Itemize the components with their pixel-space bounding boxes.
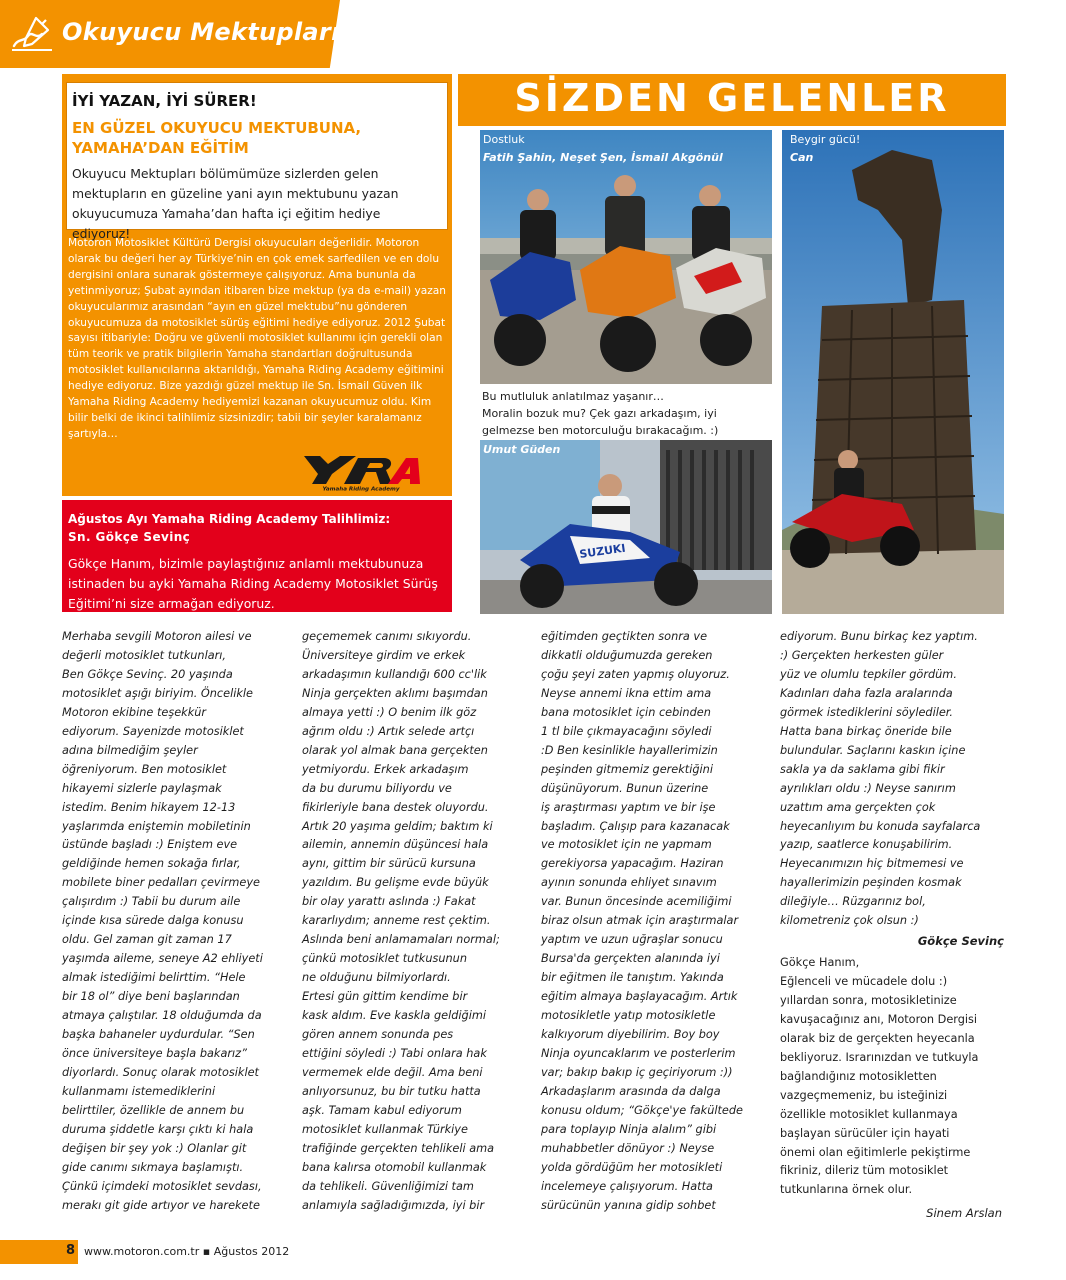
letter-column-3: eğitimden geçtikten sonra ve dikkatli olduğumuzda gereken çoğu şeyi zaten yapmış oluyoruz. Neyse annemi ikna ettim ama bana motosiklet için cebinden 1 tl bile çıkmayacağını söyledi :D Ben kesinlikle hayallerimizin peşinden gitmemiz gerektiğini düşünüyorum. Bunun üzerine iş araştırması yaptım ve bir işe başladım. Çalışıp para kazanacak ve motosiklet için ne yapmam gerekiyorsa yapacağım. Haziran ayının sonunda ehliyet sınavım var. Bunun öncesinde acemiliğimi biraz olsun atmak için araştırmalar yaptım ve uzun uğraşlar sonucu Bursa'da gerçekten alanında iyi bir eğitmen ile tanıştım. Yakında eğitim almaya başlayacağım. Artık motosikletle yatıp motosikletle kalkıyorum diyebilirim. Boy boy Ninja oyuncaklarım ve posterlerim var; bakıp bakıp iç geçiriyorum :)) Arkadaşlarım arasında da dalga konusu oldum; “Gökçe'ye fakültede para toplayıp Ninja alalım” gibi muhabbetler dönüyor :) Neyse yolda gördüğüm her motosikleti incelemeye çalışıyorum. Hatta sürücünün yanına gidip sohbet (541, 630, 743, 1212)
promo-intro: Okuyucu Mektupları bölümümüze sizlerden gelen mektupların en güzeline yani ayın mektubunu yazan okuyucumuza Yamaha’dan hafta içi eğitim hediye ediyoruz! (72, 166, 399, 241)
photo-umut-names: Umut Güden (483, 443, 561, 456)
photo-beygir-image (782, 130, 1004, 614)
photo-umut-image (480, 440, 772, 614)
page-number: 8 (66, 1243, 76, 1258)
photo-beygir-label: Beygir gücü! (790, 133, 861, 146)
photo-dostluk-caption-text: Bu mutluluk anlatılmaz yaşanır… Moralin bozuk mu? Çek gazı arkadaşım, iyi gelmezse ben motorculuğu bırakacağım. :) (482, 390, 719, 437)
letter-signature: Gökçe Sevinç (917, 934, 1004, 948)
promo-subhead: EN GÜZEL OKUYUCU MEKTUBUNA, YAMAHA’DAN EĞİTİM (72, 119, 362, 157)
page-title: SİZDEN GELENLER (514, 76, 950, 120)
letter-column-1: Merhaba sevgili Motoron ailesi ve değerli motosiklet tutkunları, Ben Gökçe Sevinç. 20 yaşında motosiklet aşığı biriyim. Öncelikle Motoron ekibine teşekkür ediyorum. Sayenizde motosiklet adına bilmediğim şeyler öğreniyorum. Ben motosiklet hikayemi sizlerle paylaşmak istedim. Benim hikayem 12-13 yaşlarımda eniştemin mobiletinin üstünde başladı :) Eniştem eve geldiğinde hemen sokağa fırlar, mobilete biner pedalları çevirmeye çalışırdım :) Tabii bu durum aile içinde kısa sürede dalga konusu oldu. Gel zaman git zaman 17 yaşımda aileme, seneye A2 ehliyeti almak istediğimi belirttim. “Hele bir 18 ol” diye beni başlarından atmaya çalıştılar. 18 olduğumda da başka bahaneler uydurdular. “Sen önce üniversiteye başla bakarız” diyorlardı. Sonuç olarak motosiklet kullanmamı istemediklerini belirttiler, özellikle de annem bu duruma şiddetle karşı çıktı ki hala değişen bir şey yok :) Olanlar git gide canımı sıkmaya başlamıştı. Çünkü içimdeki motosiklet sevdası, merakı git gide artıyor ve harekete (62, 630, 263, 1212)
photo-dostluk-image (480, 130, 772, 384)
section-title: Okuyucu Mektupları (62, 18, 340, 46)
promo-body: Motoron Motosiklet Kültürü Dergisi okuyucuları değerlidir. Motoron olarak bu değeri her ay Türkiye’nin en çok emek sarfedilen ve en dolu dergisini onlara sunarak göstermeye çalışıyoruz. Ama bununla da yetinmiyoruz; Şubat ayından itibaren bize mektup (ya da e-mail) yazan okuyucularımız arasından “ayın en güzel mektubu”nu gönderen okuyucumuza da motosiklet sürüş eğitimi hediye ediyoruz. 2012 Şubat sayısı itibariyle: Doğru ve güvenli motosiklet kullanımı için gerekli olan tüm teorik ve pratik bilgilerin Yamaha standartları doğrultusunda motosiklet kullanıcılarına aktarıldığı, Yamaha Riding Academy eğitimini hediye ediyoruz. Bize yazdığı güzel mektup ile Sn. İsmail Güven ilk Yamaha Riding Academy hediyemizi kazanan okuyucumuz oldu. Kim bilir belki de ikinci talihlimiz sizsinizdir; tabii bir şeyler karalamanız şartıyla… (68, 237, 447, 440)
editor-reply: Gökçe Hanım, Eğlenceli ve mücadele dolu :) yıllardan sonra, motosikletinize kavuşacağınız anı, Motoron Dergisi olarak biz de gerçekten heyecanla bekliyoruz. Israrınızdan ve tutkuyla bağlandığınız motosikletten vazgeçmemeniz, bu isteğinizi özellikle motosiklet kullanmaya başlayan sürücüler için hayati önemi olan eğitimlerle pekiştirme fikriniz, dileriz tüm motosiklet tutkunlarına örnek olur. (780, 956, 979, 1197)
yra-logo (300, 452, 422, 492)
winner-title: Ağustos Ayı Yamaha Riding Academy Talihlimiz: (68, 512, 391, 526)
promo-headline: İYİ YAZAN, İYİ SÜRER! (72, 92, 257, 110)
winner-name: Sn. Gökçe Sevinç (68, 530, 191, 544)
photo-beygir (782, 130, 1004, 614)
winner-text: Gökçe Hanım, bizimle paylaştığınız anlamlı mektubunuza istinaden bu ayki Yamaha Riding Academy Motosiklet Sürüş Eğitimi’ni size armağan ediyoruz. (68, 556, 438, 611)
photo-dostluk-names: Fatih Şahin, Neşet Şen, İsmail Akgönül (483, 151, 723, 164)
photo-beygir-names: Can (790, 151, 814, 164)
bike-brand-text: SUZUKI (578, 541, 627, 561)
photo-dostluk (480, 130, 772, 384)
yra-logo-subtext: Yamaha Riding Academy (322, 486, 400, 492)
editor-signature: Sinem Arslan (926, 1206, 1002, 1220)
photo-dostluk-label: Dostluk (483, 133, 525, 146)
letter-column-4: ediyorum. Bunu birkaç kez yaptım. :) Gerçekten herkesten güler yüz ve olumlu tepkiler gördüm. Kadınları daha fazla aralarında görmek istediklerini söylediler. Hatta bana birkaç öneride bile bulundular. Saçlarını kaskın içine sakla ya da saklama gibi fikir ayrılıkları oldu :) Neyse sanırım uzattım ama gerçekten çok heyecanlıyım bu konuda sayfalarca yazıp, saatlerce konuşabilirim. Heyecanımızın hiç bitmemesi ve hayallerimizin peşinden kosmak dileğiyle… Rüzgarınız bol, kilometreniz çok olsun :) (780, 630, 981, 928)
letter-column-2: geçememek canımı sıkıyordu. Üniversiteye girdim ve erkek arkadaşımın kullandığı 600 cc'lik Ninja gerçekten aklımı başımdan almaya yetti :) O benim ilk göz ağrım oldu :) Artık selede artçı olarak yol almak bana gerçekten yetmiyordu. Erkek arkadaşım da bu durumu biliyordu ve fikirleriyle bana destek oluyordu. Artık 20 yaşıma geldim; baktım ki ailemin, annemin düşüncesi hala aynı, gittim bir sürücü kursuna yazıldım. Bu gelişme evde büyük bir olay yarattı aslında :) Fakat kararlıydım; anneme rest çektim. Aslında beni anlamamaları normal; çünkü motosiklet tutkusunun ne olduğunu bilmiyorlardı. Ertesi gün gittim kendime bir kask aldım. Eve kaskla geldiğimi gören annem sonunda pes ettiğini söyledi :) Tabi onlara hak vermemek elde değil. Ama beni anlıyorsunuz, bu bir tutku hatta aşk. Tamam kabul ediyorum motosiklet kullanmak Türkiye trafiğinde gerçekten tehlikeli ama bana kalırsa otomobil kullanmak da tehlikeli. Güvenliğimizi tam anlamıyla sağladığımızda, iyi bir (302, 630, 500, 1212)
footer-site: www.motoron.com.tr ▪ Ağustos 2012 (84, 1245, 290, 1258)
photo-umut (480, 440, 772, 614)
pen-writing-icon (8, 12, 56, 56)
photo-dostluk-caption (482, 388, 772, 439)
